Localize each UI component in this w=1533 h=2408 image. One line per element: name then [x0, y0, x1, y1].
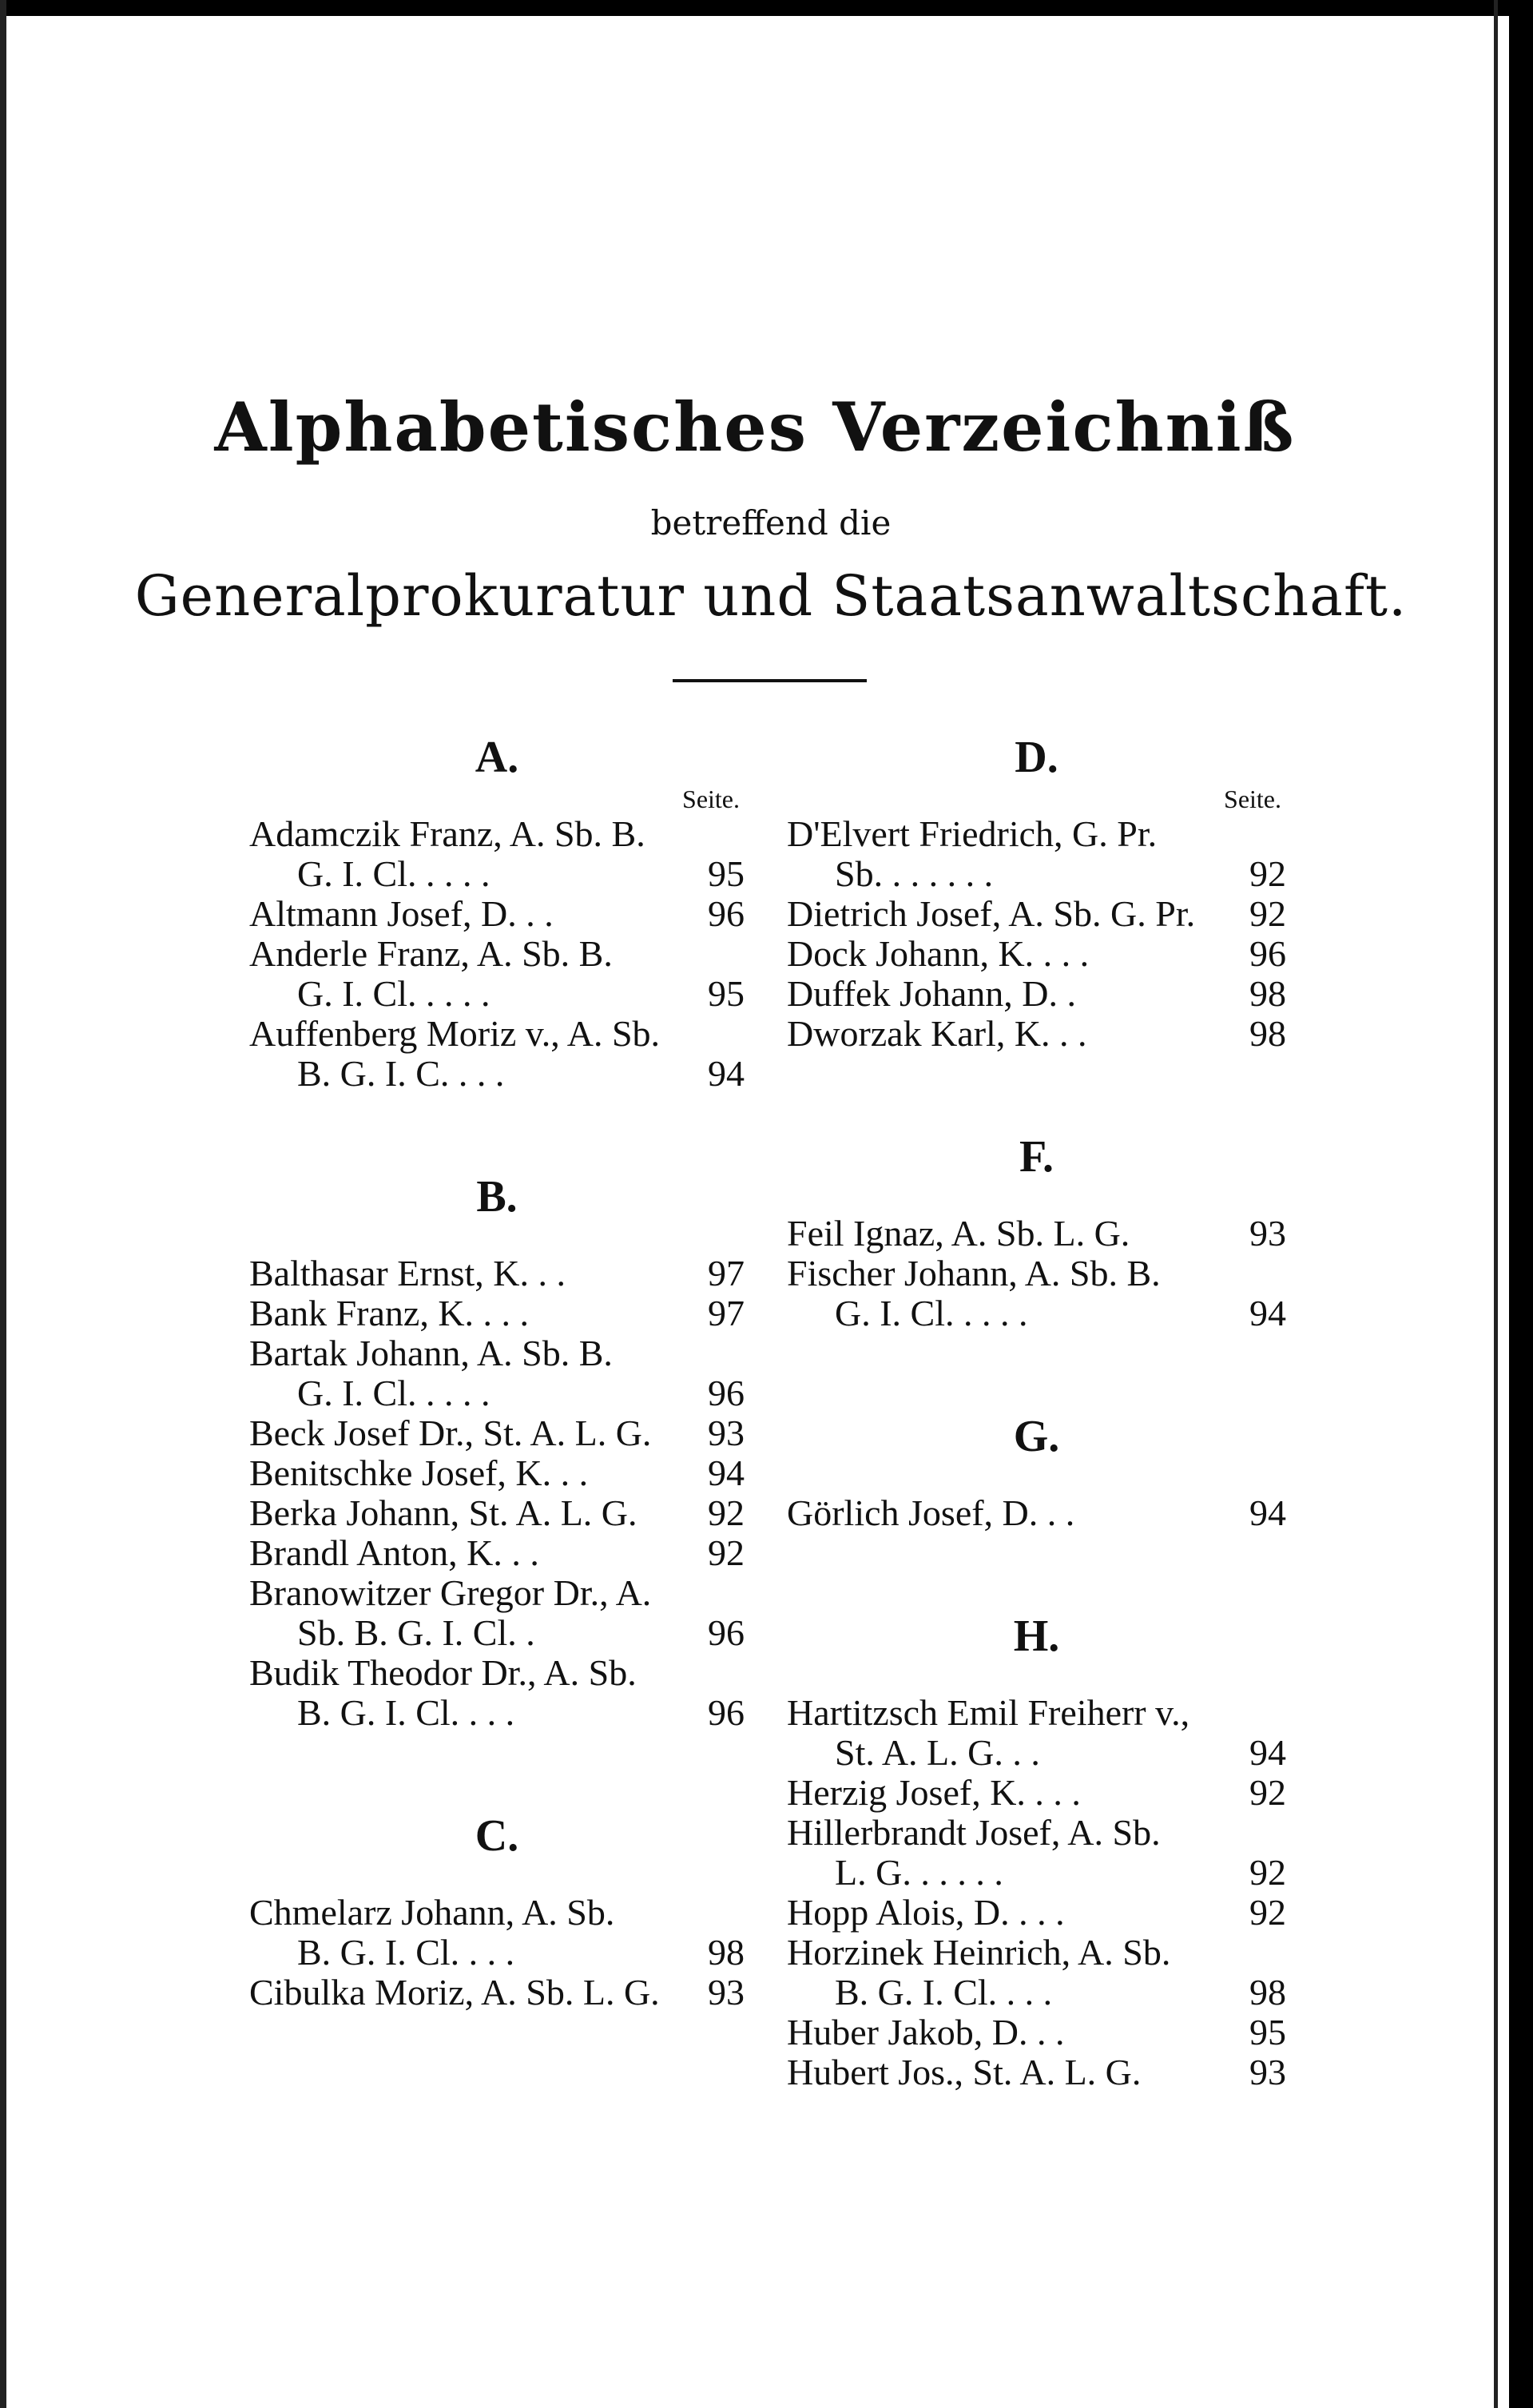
entry-continuation: B. G. I. Cl. . . .: [297, 1932, 515, 1973]
entry-name: Herzig Josef, K. . . .: [787, 1772, 1081, 1813]
entry-name: Anderle Franz, A. Sb. B.: [249, 933, 613, 974]
index-column-right: [787, 731, 1286, 2169]
index-entry: [249, 1893, 745, 1973]
entry-name: Huber Jakob, D. . .: [787, 2012, 1065, 2052]
index-entry: [249, 1413, 745, 1453]
entry-line: [249, 934, 745, 974]
entry-page-number: 92: [708, 1492, 745, 1533]
index-entry: [249, 1973, 745, 2013]
index-entry: [787, 1773, 1286, 1813]
entry-line: [249, 814, 745, 854]
entry-page-number: 94: [1249, 1293, 1286, 1333]
section-letter: F.: [1019, 1132, 1054, 1182]
entry-page-number: 96: [708, 893, 745, 934]
entry-name: Horzinek Heinrich, A. Sb.: [787, 1932, 1171, 1973]
index-entry: [249, 894, 745, 934]
index-entry: [787, 974, 1286, 1014]
entry-page-number: 92: [1249, 893, 1286, 934]
entry-line: [787, 1773, 1286, 1813]
entry-line: [249, 1693, 745, 1733]
page-column-label: Seite.: [682, 785, 740, 813]
entry-page-number: 94: [708, 1053, 745, 1094]
entry-name: Dietrich Josef, A. Sb. G. Pr.: [787, 893, 1196, 934]
index-entry: [787, 934, 1286, 974]
entry-page-number: 96: [1249, 933, 1286, 974]
entry-name: Bartak Johann, A. Sb. B.: [249, 1333, 613, 1373]
entry-line: [787, 1973, 1286, 2013]
entry-page-number: 96: [708, 1612, 745, 1653]
entry-continuation: G. I. Cl. . . . .: [297, 853, 490, 894]
scan-border-inner-right: [1494, 0, 1498, 2408]
entry-line: [787, 1853, 1286, 1893]
index-entry: [787, 1254, 1286, 1333]
section-letter: G.: [1013, 1412, 1060, 1461]
entry-line: [249, 1613, 745, 1653]
entry-line: [249, 1493, 745, 1533]
entry-page-number: 97: [708, 1253, 745, 1293]
section-letter: C.: [475, 1811, 519, 1861]
entry-page-number: 95: [708, 973, 745, 1014]
entry-name: Görlich Josef, D. . .: [787, 1492, 1075, 1533]
page-subtitle: betreffend die: [650, 503, 892, 542]
entry-line: [249, 1014, 745, 1054]
index-entry: [787, 1214, 1286, 1254]
entry-name: Altmann Josef, D. . .: [249, 893, 554, 934]
section-spacer: [249, 1223, 745, 1254]
entry-line: [249, 1533, 745, 1573]
entry-page-number: 92: [1249, 1852, 1286, 1893]
index-entry: [249, 1014, 745, 1094]
entry-name: Hillerbrandt Josef, A. Sb.: [787, 1812, 1161, 1853]
entry-line: [249, 1653, 745, 1693]
entry-continuation: G. I. Cl. . . . .: [297, 1373, 490, 1413]
entry-line: [249, 854, 745, 894]
entry-line: [787, 1293, 1286, 1333]
index-section: [787, 1610, 1286, 2092]
entry-continuation: Sb. . . . . . .: [835, 853, 994, 894]
index-entry: [249, 1533, 745, 1573]
entry-page-number: 94: [708, 1452, 745, 1493]
entry-page-number: 93: [708, 1413, 745, 1453]
entry-line: [249, 1293, 745, 1333]
section-letter: H.: [1013, 1611, 1060, 1661]
entry-line: [249, 1413, 745, 1453]
index-entry: [249, 1254, 745, 1293]
index-section: [249, 731, 745, 1094]
entry-line: [249, 1054, 745, 1094]
entry-line: [787, 1813, 1286, 1853]
entry-line: [787, 1493, 1286, 1533]
entry-page-number: 94: [1249, 1732, 1286, 1773]
index-entry: [787, 2052, 1286, 2092]
entry-line: [249, 1254, 745, 1293]
entry-line: [787, 1214, 1286, 1254]
entry-name: Balthasar Ernst, K. . .: [249, 1253, 566, 1293]
index-entry: [787, 814, 1286, 894]
entry-name: Fischer Johann, A. Sb. B.: [787, 1253, 1161, 1293]
index-entry: [787, 1014, 1286, 1054]
entry-page-number: 92: [708, 1532, 745, 1573]
entry-line: [249, 1573, 745, 1613]
section-spacer: [787, 1463, 1286, 1493]
index-entry: [787, 894, 1286, 934]
index-section: [787, 1130, 1286, 1333]
entry-continuation: St. A. L. G. . .: [835, 1732, 1040, 1773]
entry-name: Dworzak Karl, K. . .: [787, 1013, 1087, 1054]
entry-name: Bank Franz, K. . . .: [249, 1293, 530, 1333]
entry-line: [249, 894, 745, 934]
scan-border-left: [0, 0, 6, 2408]
index-section: [249, 1170, 745, 1733]
entry-continuation: G. I. Cl. . . . .: [835, 1293, 1028, 1333]
section-letter: B.: [476, 1172, 518, 1222]
index-entry: [787, 1933, 1286, 2013]
scan-border-right: [1509, 0, 1533, 2408]
entry-line: [787, 2013, 1286, 2052]
entry-page-number: 97: [708, 1293, 745, 1333]
page-column-label: Seite.: [1224, 785, 1281, 813]
entry-name: Cibulka Moriz, A. Sb. L. G.: [249, 1972, 660, 2013]
entry-name: Adamczik Franz, A. Sb. B.: [249, 813, 645, 854]
page-subtitle-main: Generalprokuratur und Staatsanwaltschaft.: [134, 563, 1408, 629]
index-entry: [787, 2013, 1286, 2052]
entry-name: Benitschke Josef, K. . .: [249, 1452, 589, 1493]
section-letter: D.: [1015, 733, 1058, 782]
entry-line: [787, 814, 1286, 854]
section-spacer: [787, 1183, 1286, 1214]
entry-line: [787, 854, 1286, 894]
index-entry: [249, 1653, 745, 1733]
index-entry: [787, 1813, 1286, 1893]
index-entry: [249, 1493, 745, 1533]
entry-line: [787, 1254, 1286, 1293]
entry-page-number: 96: [708, 1692, 745, 1733]
entry-line: [787, 934, 1286, 974]
index-entry: [249, 1573, 745, 1653]
entry-page-number: 93: [708, 1972, 745, 2013]
entry-continuation: L. G. . . . . .: [835, 1852, 1003, 1893]
entry-page-number: 92: [1249, 1772, 1286, 1813]
index-entry: [249, 1293, 745, 1333]
index-section: [787, 731, 1286, 1054]
entry-continuation: B. G. I. Cl. . . .: [297, 1692, 515, 1733]
entry-line: [787, 1893, 1286, 1933]
entry-line: [787, 1014, 1286, 1054]
entry-name: Feil Ignaz, A. Sb. L. G.: [787, 1213, 1130, 1254]
entry-page-number: 98: [708, 1932, 745, 1973]
entry-line: [249, 974, 745, 1014]
entry-name: Hopp Alois, D. . . .: [787, 1892, 1065, 1933]
entry-page-number: 94: [1249, 1492, 1286, 1533]
entry-name: Budik Theodor Dr., A. Sb.: [249, 1652, 637, 1693]
entry-name: Beck Josef Dr., St. A. L. G.: [249, 1413, 652, 1453]
section-letter: A.: [475, 733, 519, 782]
index-entry: [249, 1453, 745, 1493]
entry-name: Berka Johann, St. A. L. G.: [249, 1492, 637, 1533]
index-entry: [249, 1333, 745, 1413]
entry-page-number: 95: [1249, 2012, 1286, 2052]
entry-continuation: B. G. I. C. . . .: [297, 1053, 505, 1094]
entry-page-number: 98: [1249, 1972, 1286, 2013]
entry-line: [787, 974, 1286, 1014]
entry-name: Brandl Anton, K. . .: [249, 1532, 539, 1573]
entry-page-number: 92: [1249, 1892, 1286, 1933]
entry-name: Hartitzsch Emil Freiherr v.,: [787, 1692, 1190, 1733]
entry-page-number: 93: [1249, 2052, 1286, 2092]
section-spacer: [249, 1862, 745, 1893]
entry-page-number: 98: [1249, 1013, 1286, 1054]
entry-name: Chmelarz Johann, A. Sb.: [249, 1892, 615, 1933]
page-title: Alphabetisches Verzeichniß: [214, 387, 1296, 467]
entry-line: [249, 1333, 745, 1373]
entry-continuation: G. I. Cl. . . . .: [297, 973, 490, 1014]
entry-page-number: 92: [1249, 853, 1286, 894]
index-section: [787, 1410, 1286, 1533]
index-entry: [787, 1493, 1286, 1533]
entry-name: Auffenberg Moriz v., A. Sb.: [249, 1013, 661, 1054]
section-spacer: [787, 1663, 1286, 1693]
entry-page-number: 98: [1249, 973, 1286, 1014]
entry-line: [249, 1893, 745, 1933]
index-column-left: [249, 731, 745, 2089]
index-entry: [787, 1693, 1286, 1773]
entry-page-number: 93: [1249, 1213, 1286, 1254]
entry-continuation: B. G. I. Cl. . . .: [835, 1972, 1053, 2013]
entry-line: [787, 2052, 1286, 2092]
entry-name: D'Elvert Friedrich, G. Pr.: [787, 813, 1158, 854]
entry-line: [249, 1453, 745, 1493]
entry-continuation: Sb. B. G. I. Cl. .: [297, 1612, 535, 1653]
entry-line: [249, 1933, 745, 1973]
title-divider: [673, 679, 867, 682]
entry-name: Duffek Johann, D. .: [787, 973, 1076, 1014]
entry-page-number: 95: [708, 853, 745, 894]
entry-line: [787, 1733, 1286, 1773]
entry-line: [249, 1973, 745, 2013]
entry-name: Dock Johann, K. . . .: [787, 933, 1090, 974]
entry-line: [787, 1933, 1286, 1973]
index-section: [249, 1810, 745, 2013]
entry-page-number: 96: [708, 1373, 745, 1413]
entry-line: [787, 894, 1286, 934]
scan-border-top: [0, 0, 1533, 16]
entry-line: [249, 1373, 745, 1413]
entry-name: Hubert Jos., St. A. L. G.: [787, 2052, 1142, 2092]
entry-name: Branowitzer Gregor Dr., A.: [249, 1572, 652, 1613]
index-entry: [787, 1893, 1286, 1933]
entry-line: [787, 1693, 1286, 1733]
index-entry: [249, 814, 745, 894]
index-entry: [249, 934, 745, 1014]
